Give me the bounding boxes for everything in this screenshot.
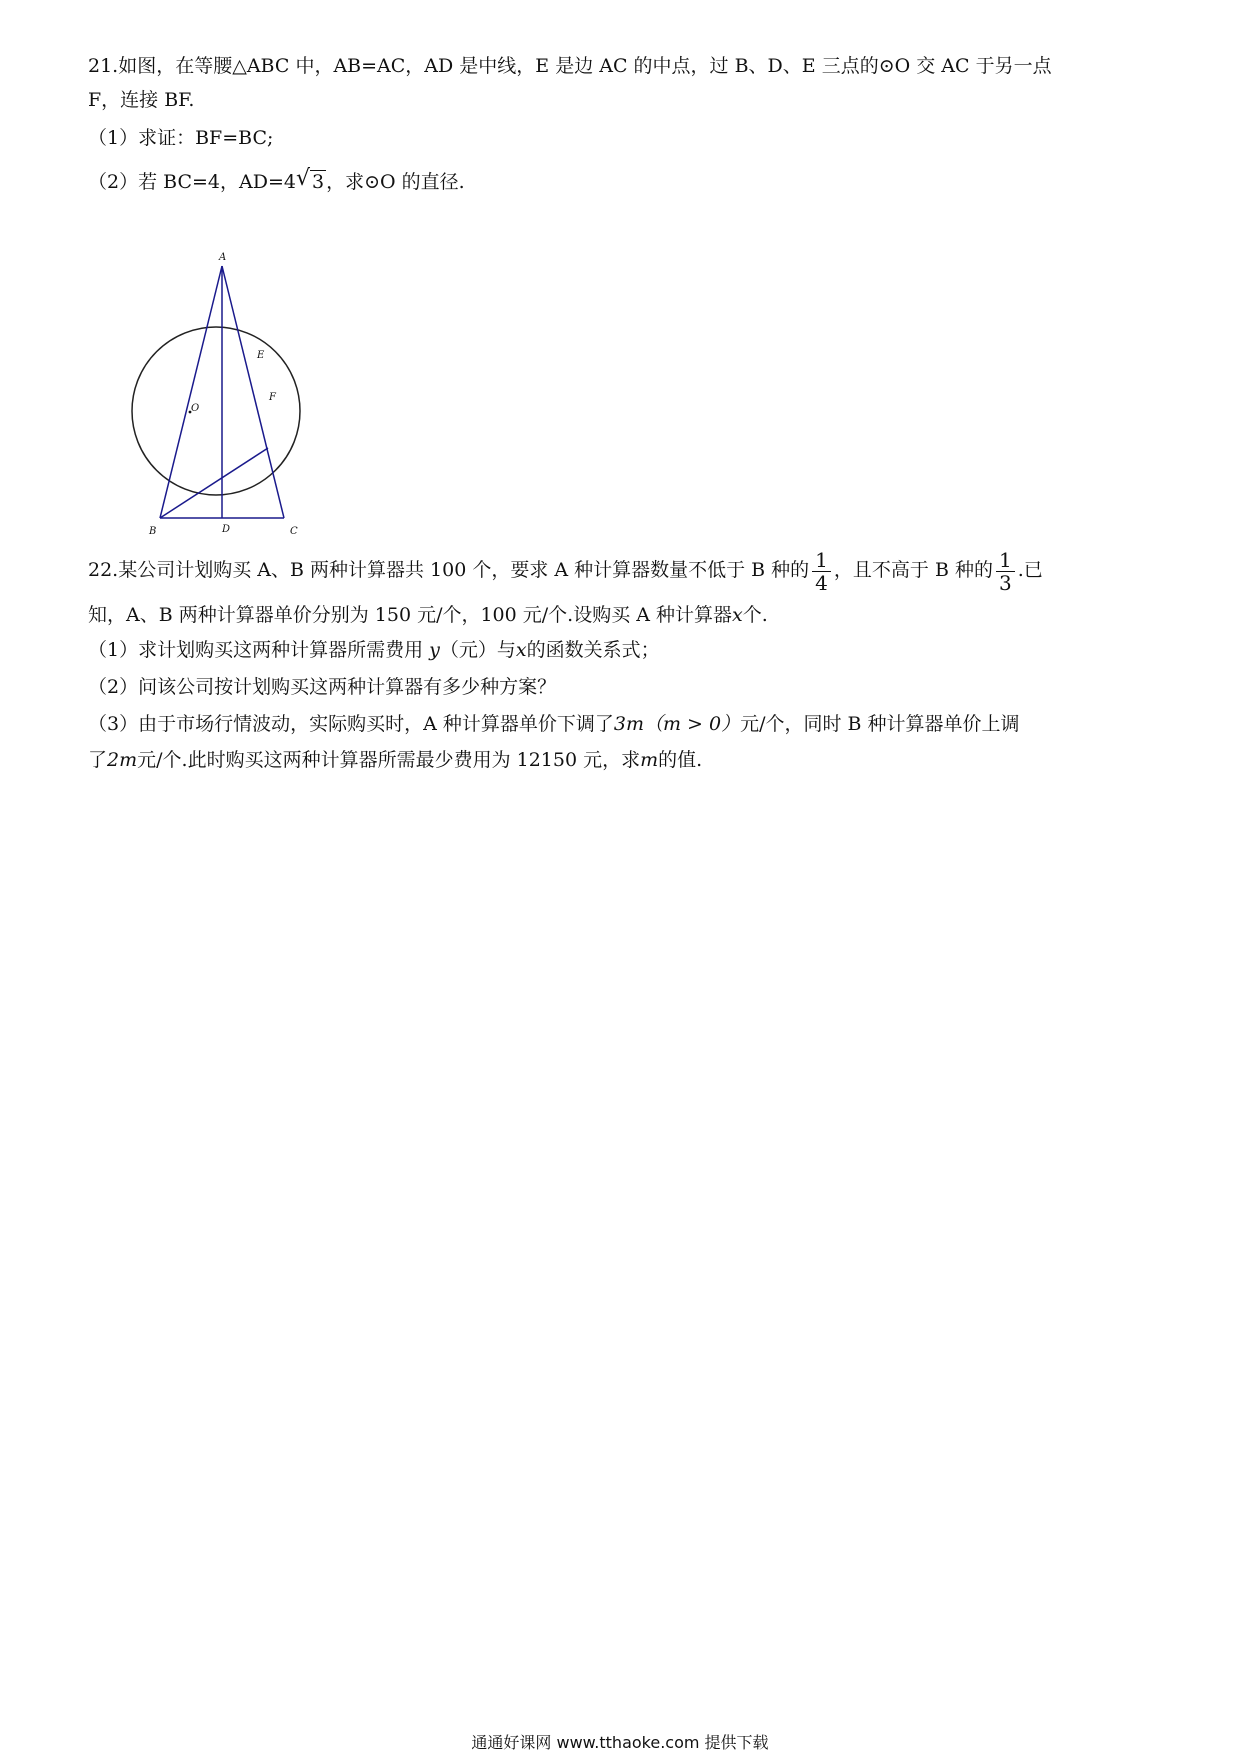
label-b: B: [149, 526, 157, 537]
q22-line1-b: ，且不高于 B 种的: [833, 559, 993, 581]
footer: 通通好课网 www.tthaoke.com 提供下载: [471, 1733, 769, 1752]
q22-part3-c: 了: [88, 749, 108, 771]
q21-part2-coef: 4: [283, 171, 296, 193]
q22-line1-c: .已: [1017, 559, 1043, 581]
q21-intro-line2: F，连接 BF.: [88, 89, 195, 111]
q22-line2: [88, 601, 768, 629]
q22-part3-d: 元/个.此时购买这两种计算器所需最少费用为 12150 元，求: [137, 749, 641, 771]
q22-part3-b: 元/个，同时 B 种计算器单价上调: [740, 713, 1020, 735]
label-a: A: [219, 252, 227, 263]
frac2-num: 1: [996, 549, 1015, 572]
label-d: D: [222, 524, 231, 535]
condition-m-positive: （m > 0）: [643, 713, 741, 735]
q21-intro-line1: 21.如图，在等腰△ABC 中，AB=AC，AD 是中线，E 是边 AC 的中点，过 B、D、E 三点的⊙O 交 AC 于另一点: [88, 55, 1052, 77]
q22-line2-b: 个.: [742, 604, 768, 626]
expr-2m: 2m: [107, 749, 138, 771]
q22-part3-line2: [88, 746, 702, 774]
q22-part1: [88, 636, 660, 664]
var-x: x: [732, 604, 743, 626]
fraction-one-quarter: [812, 549, 831, 594]
var-y: y: [429, 639, 440, 661]
label-o: O: [191, 403, 200, 414]
q21-part2-radicand: 3: [311, 171, 325, 193]
fraction-one-third: [996, 549, 1015, 594]
label-c: C: [290, 526, 298, 537]
q22-part3-line1: [88, 710, 1020, 738]
var-x: x: [515, 639, 527, 661]
var-m: m: [640, 749, 659, 771]
geometry-figure: [118, 248, 348, 548]
q22-part1-a: （1）求计划购买这两种计算器所需费用: [88, 639, 424, 661]
q21-part1: （1）求证：BF=BC;: [88, 127, 274, 149]
frac1-den: 4: [815, 570, 828, 595]
q21-part2: [88, 168, 465, 196]
segment-ab: [160, 266, 222, 518]
q22-line1: [88, 546, 1043, 594]
circle-o: [132, 327, 300, 495]
label-f: F: [269, 392, 276, 403]
frac2-den: 3: [998, 570, 1012, 595]
q22-part1-c: 的函数关系式；: [526, 639, 660, 661]
expr-3m: 3m: [613, 713, 644, 735]
q22-part2: （2）问该公司按计划购买这两种计算器有多少种方案？: [88, 676, 557, 698]
q22-line1-a: 22.某公司计划购买 A、B 两种计算器共 100 个，要求 A 种计算器数量不低于 B 种的: [88, 559, 810, 581]
q22-part3-e: 的值.: [658, 749, 703, 771]
frac1-num: 1: [812, 549, 831, 572]
q21-part2-prefix: （2）若 BC=4，AD=: [88, 171, 284, 193]
q22-part1-b: （元）与: [439, 639, 516, 661]
segment-bf: [160, 448, 268, 518]
label-e: E: [257, 350, 265, 361]
sqrt-symbol: √ 3: [295, 166, 325, 193]
q21-part2-suffix: ，求⊙O 的直径.: [326, 171, 465, 193]
q22-part3-a: （3）由于市场行情波动，实际购买时，A 种计算器单价下调了: [88, 713, 614, 735]
q22-line2-a: 知，A、B 两种计算器单价分别为 150 元/个，100 元/个.设购买 A 种计算器: [88, 604, 733, 626]
